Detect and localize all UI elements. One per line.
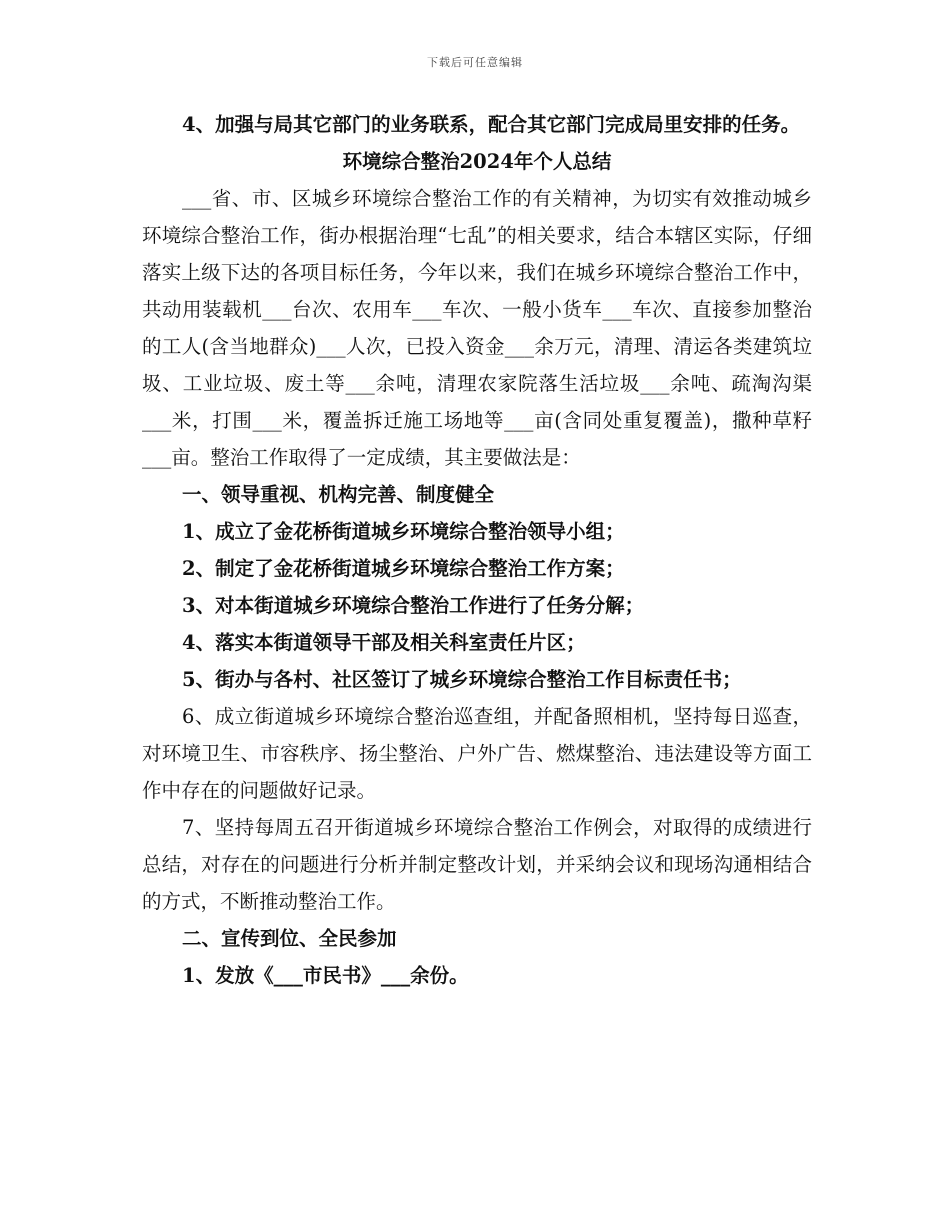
section1-item: 2、制定了金花桥街道城乡环境综合整治工作方案；	[182, 557, 625, 580]
section2-item: 1、发放《___市民书》___余份。	[182, 964, 469, 987]
item7-paragraph: 7、坚持每周五召开街道城乡环境综合整治工作例会，对取得的成绩进行总结，对存在的问题进行分析并制定整改计划，并采纳会议和现场沟通相结合的方式，不断推动整治工作。	[142, 816, 812, 913]
intro-item: 4、加强与局其它部门的业务联系，配合其它部门完成局里安排的任务。	[182, 113, 801, 136]
section1-heading: 一、领导重视、机构完善、制度健全	[182, 483, 495, 506]
section1-item: 4、落实本街道领导干部及相关科室责任片区；	[182, 631, 586, 654]
document-title: 环境综合整治2024年个人总结	[342, 150, 612, 173]
page-header-note: 下载后可任意编辑	[427, 56, 523, 69]
opening-paragraph: ___省、市、区城乡环境综合整治工作的有关精神，为切实有效推动城乡环境综合整治工作，街办根据治理“七乱”的相关要求，结合本辖区实际，仔细落实上级下达的各项目标任务，今年以来，我们在城乡环境综合整治工作中，共动用装载机___台次、农用车___车次、一般小货车___车次、直接参加整治的工人(含当地群众)___人次，已投入资金___余万元，清理、清运各类建筑垃圾、工业垃圾、废土等___余吨，清理农家院落生活垃圾___余吨、疏淘沟渠___米，打围___米，覆盖拆迁施工场地等___亩(含同处重复覆盖)，撒种草籽___亩。整治工作取得了一定成绩，其主要做法是：	[142, 187, 812, 469]
section1-item: 5、街办与各村、社区签订了城乡环境综合整治工作目标责任书；	[182, 668, 742, 691]
item6-paragraph: 6、成立街道城乡环境综合整治巡查组，并配备照相机，坚持每日巡查，对环境卫生、市容秩序、扬尘整治、户外广告、燃煤整治、违法建设等方面工作中存在的问题做好记录。	[142, 705, 812, 802]
document-body	[142, 106, 812, 994]
section2-heading: 二、宣传到位、全民参加	[182, 927, 397, 950]
section1-item: 1、成立了金花桥街道城乡环境综合整治领导小组；	[182, 520, 625, 543]
section1-item: 3、对本街道城乡环境综合整治工作进行了任务分解；	[182, 594, 645, 617]
